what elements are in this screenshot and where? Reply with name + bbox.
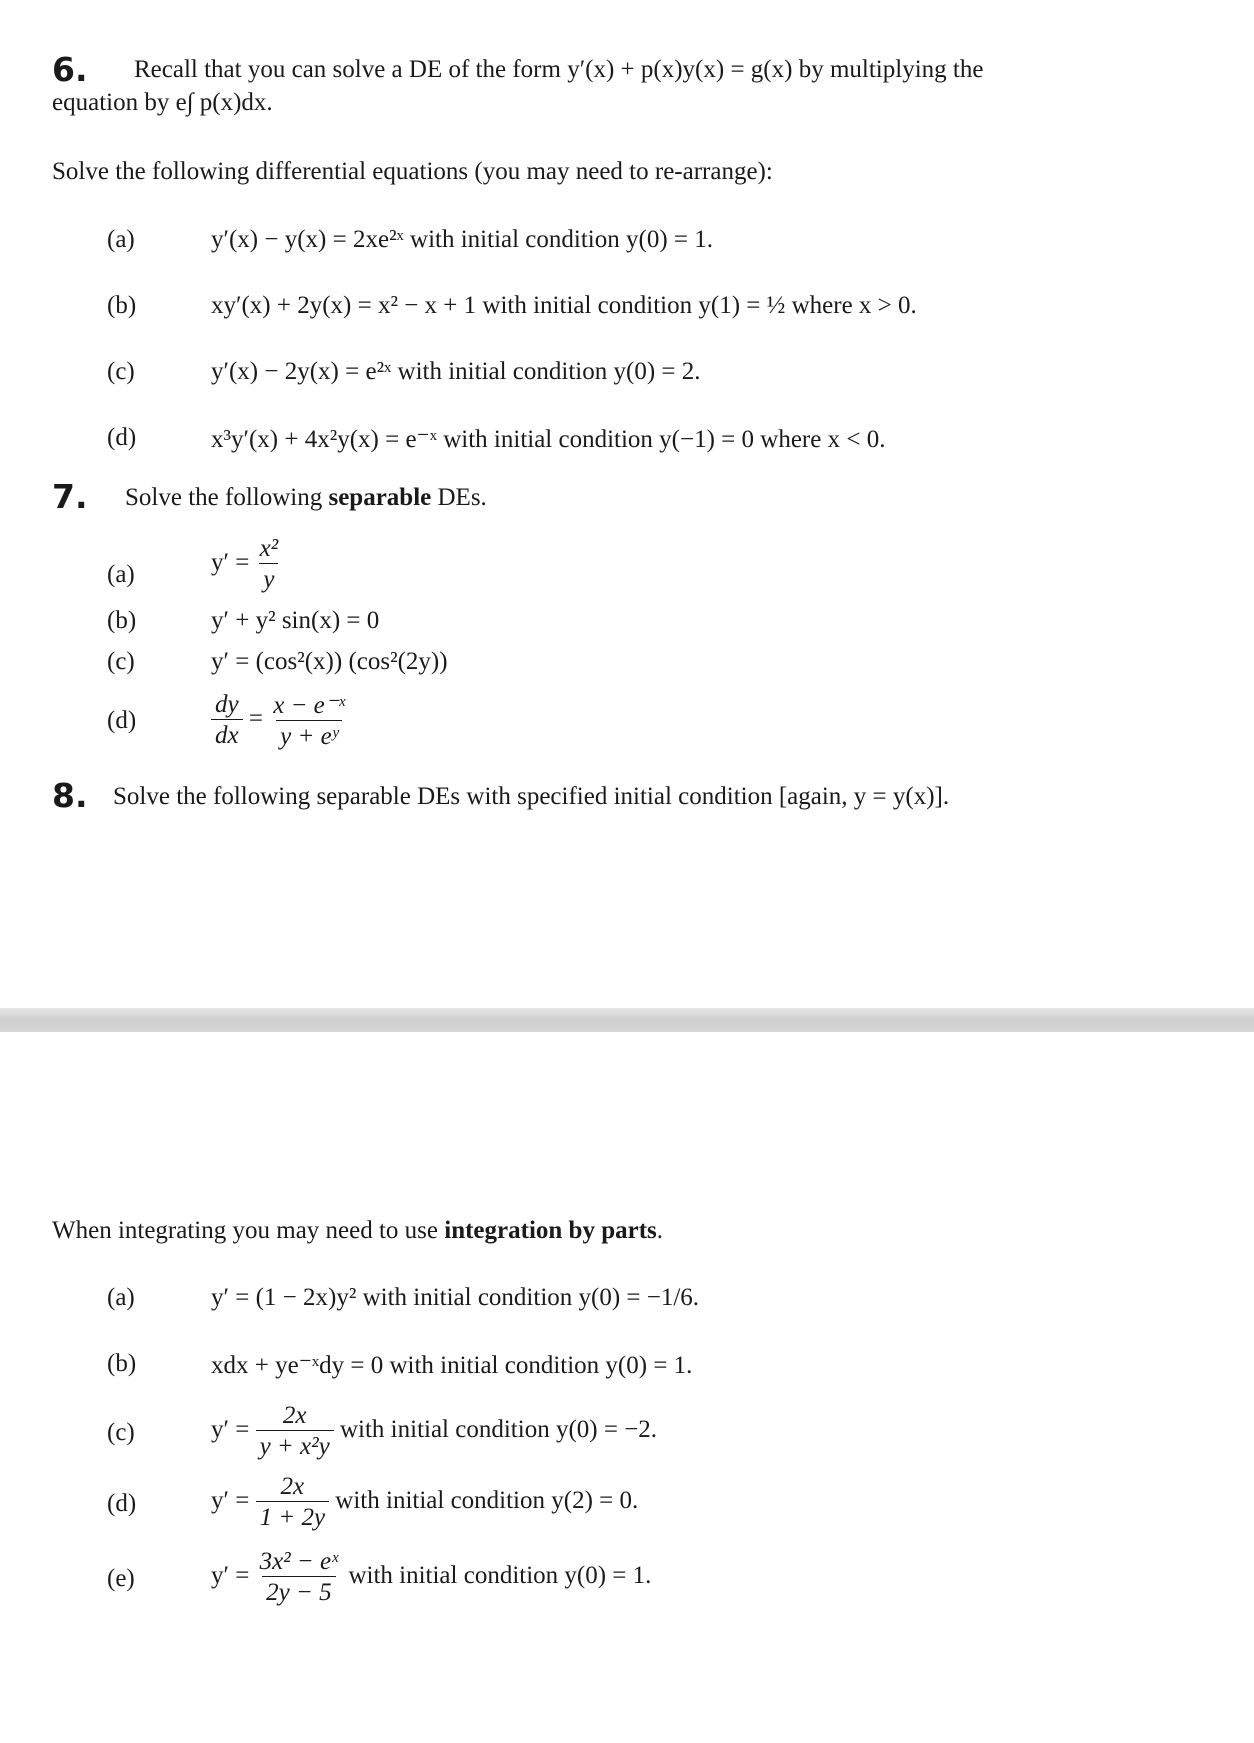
q6-item-a-equation: y′(x) − y(x) = 2xe²ˣ with initial condition y(0) = 1. [211,226,713,253]
q7-item-d-label: (d) [107,707,137,734]
q8-item-d-label: (d) [107,1490,137,1517]
question-8-number: 8. [52,776,88,815]
q8-item-e-equation: y′ = $\frac{\text{3x² − eˣ}}{2y - 5}$ with initial condition y(0) = 1. [211,1548,652,1606]
question-8-instruction: Solve the following separable DEs with specified initial condition [again, y = y(x)]. [113,783,950,810]
q6-item-c-equation: y′(x) − 2y(x) = e²ˣ with initial condition y(0) = 2. [211,358,701,385]
q8-item-c-label: (c) [107,1419,135,1446]
q6-item-d-label: (d) [107,424,137,451]
question-8-hint: When integrating you may need to use integration by parts. [52,1217,663,1244]
q7-item-b-label: (b) [107,607,137,634]
q6-item-b-label: (b) [107,292,137,319]
q7-item-c-label: (c) [107,648,135,675]
question-6-instruction: Solve the following differential equations (you may need to re-arrange): [52,158,773,185]
q6-item-b-equation: xy′(x) + 2y(x) = x² − x + 1 with initial condition y(1) = ½ where x > 0. [211,292,917,319]
page-separator [0,1008,1254,1032]
question-6-number: 6. [52,50,88,89]
question-7-number: 7. [52,477,88,516]
q8-item-e-label: (e) [107,1565,135,1592]
q7-item-a-equation: y′ = $\frac{\text{x²}}{y}$ [211,535,279,593]
question-6-intro-line2: equation by e∫ p(x)dx. [52,89,273,116]
q7-item-a-label: (a) [107,561,135,588]
q7-item-c-equation: y′ = (cos²(x)) (cos²(2y)) [211,648,448,675]
q8-item-a-label: (a) [107,1284,135,1311]
q6-item-c-label: (c) [107,358,135,385]
q6-item-a-label: (a) [107,226,135,253]
q8-item-a-equation: y′ = (1 − 2x)y² with initial condition y(0) = −1/6. [211,1284,700,1311]
q8-item-b-equation: xdx + ye⁻ˣdy = 0 with initial condition y(0) = 1. [211,1352,693,1379]
question-6-intro-line1: Recall that you can solve a DE of the form y′(x) + p(x)y(x) = g(x) by multiplying the [134,56,984,83]
q7-item-d-equation: $\frac{dy}{dx}$ = $\frac{\text{x − e⁻ˣ}}{\text{y + eʸ}}$ [211,690,349,751]
q6-item-d-equation: x³y′(x) + 4x²y(x) = e⁻ˣ with initial condition y(−1) = 0 where x < 0. [211,426,886,453]
q8-item-d-equation: y′ = $\frac{2x}{1 + 2y}$ with initial condition y(2) = 0. [211,1473,639,1531]
q8-item-c-equation: y′ = $\frac{2x}{\text{y + x²y}}$ with initial condition y(0) = −2. [211,1402,658,1460]
q7-item-b-equation: y′ + y² sin(x) = 0 [211,607,380,634]
q8-item-b-label: (b) [107,1350,137,1377]
question-7-instruction: Solve the following separable DEs. [125,484,487,511]
